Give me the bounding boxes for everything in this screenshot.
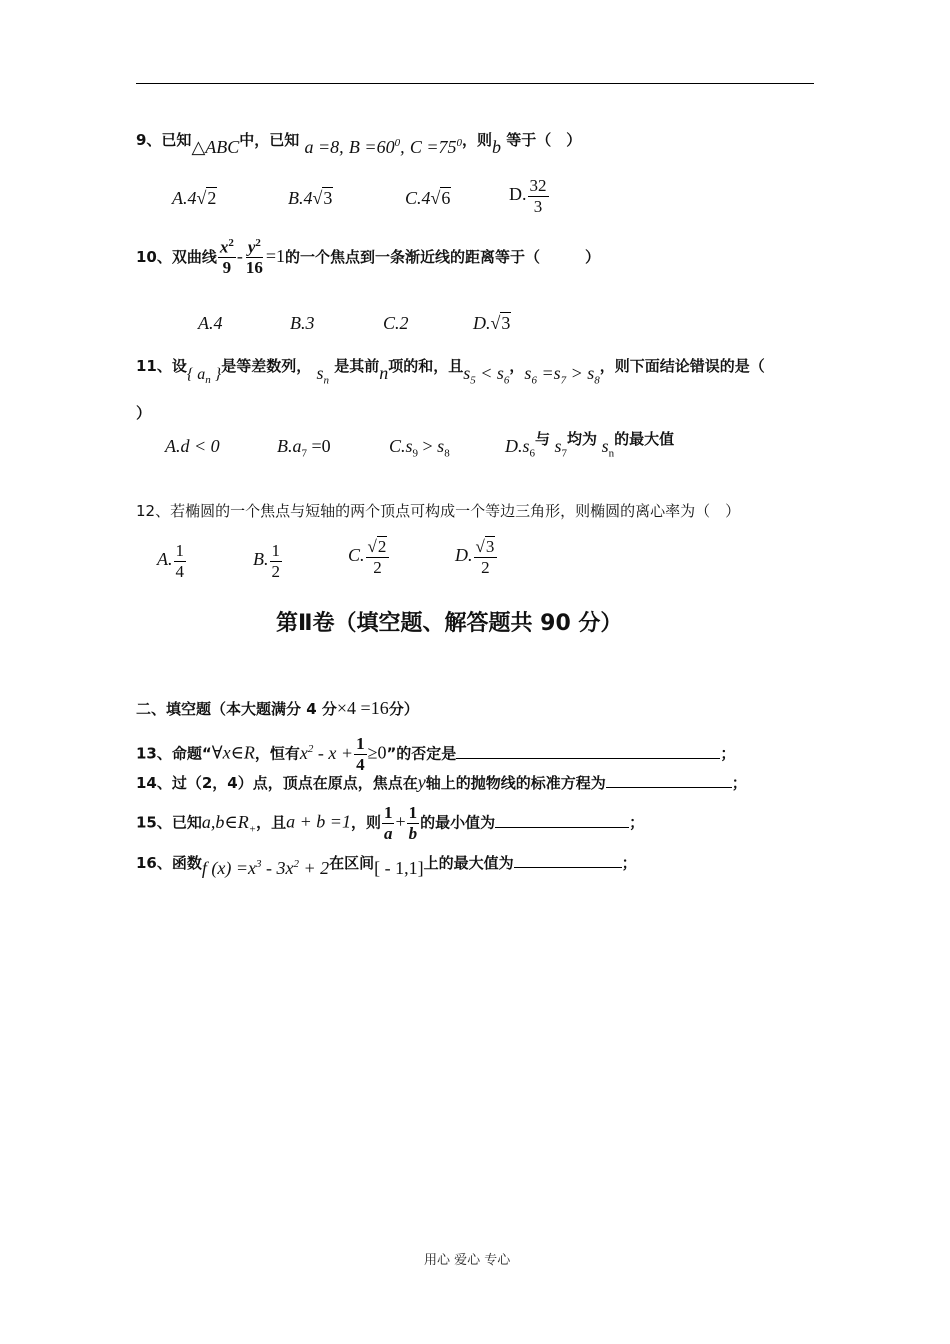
page-footer: 用心 爱心 专心 xyxy=(424,1253,511,1268)
question-12-option-b: B. $\frac{1}{2}$ xyxy=(253,541,280,581)
question-9-option-d: D. $\frac{32}{3}$ xyxy=(509,176,547,216)
answer-blank-14[interactable] xyxy=(606,773,732,788)
question-12-option-c: C. $\frac{√2}{2}$ xyxy=(348,537,390,577)
question-12-option-d: D. $\frac{√3}{2}$ xyxy=(455,537,498,577)
header-rule xyxy=(136,83,814,84)
question-11-stem: 11、设{ $a_n$ }是等差数列， $s_n$ 是其前n项的和，且$s_5 < s_6$，$s_6 =s_7 > s_8$，则下面结论错误的是（ xyxy=(136,357,765,387)
question-11-stem-wrap: ） xyxy=(136,404,152,422)
question-11-option-c: $C.s_9 > s_8$ xyxy=(389,436,450,460)
question-16: 16、函数f $(x) =x^3 - 3x^2 + 2$在区间[ - 1,1]上的最大值为 ； xyxy=(136,854,637,878)
answer-blank-15[interactable] xyxy=(495,813,629,828)
question-13: 13、命题“∀x∈R，恒有$x^2$ - x + $\frac{1}{4}$ ≥0”的否定是 ； xyxy=(136,734,736,774)
question-12-stem: 12、若椭圆的一个焦点与短轴的两个顶点可构成一个等边三角形，则椭圆的离心率为（ ） xyxy=(136,502,741,520)
question-15: 15、已知$a,b\in R_+$，且a + b =1，则 $\frac{1}{a}$ + $\frac{1}{b}$ 的最小值为 ； xyxy=(136,803,645,843)
section-2-title: 第Ⅱ卷（填空题、解答题共 90 分） xyxy=(276,611,623,636)
question-9-stem: 9、已知△ABC中，已知 a =8, $B =60^0$, $C =75^0$，则b 等于（ ） xyxy=(136,131,582,157)
question-10-option-c: C.2 xyxy=(383,313,409,333)
question-10-option-b: B.3 xyxy=(290,313,315,333)
question-12-option-a: A. $\frac{1}{4}$ xyxy=(157,541,184,581)
question-10-option-d: D.√3 xyxy=(473,313,511,333)
answer-blank-16[interactable] xyxy=(514,853,622,868)
question-10-option-a: A.4 xyxy=(198,313,223,333)
question-11-option-b: $B.a_7 =0$ xyxy=(277,436,331,460)
question-10-stem: 10、双曲线 $\frac{x^2}{9}$ - $\frac{y^2}{16}$ =1的一个焦点到一条渐近线的距离等于（ ） xyxy=(136,237,601,278)
question-9-option-c: C.4√6 xyxy=(405,188,451,208)
answer-blank-13[interactable] xyxy=(456,744,720,759)
question-11-option-d: $D.s_6^与$ $s_7^{均为}$ $s_n^{的最大值}$ xyxy=(505,432,675,460)
fill-section-heading: 二、填空题（本大题满分 4 分×4 =16分） xyxy=(136,698,419,718)
question-9-option-b: B.4√3 xyxy=(288,188,333,208)
question-14: 14、过（2，4）点，顶点在原点，焦点在y轴上的抛物线的标准方程为 ； xyxy=(136,772,747,792)
question-11-option-a: A.d < 0 xyxy=(165,436,220,456)
question-9-option-a: A.4√2 xyxy=(172,188,217,208)
